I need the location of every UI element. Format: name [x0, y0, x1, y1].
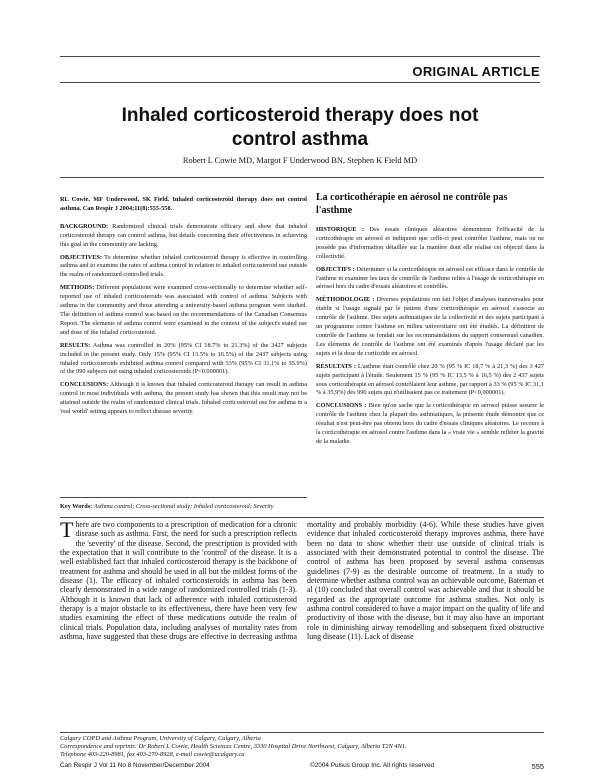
historique-label: HISTORIQUE : [316, 226, 364, 233]
results-label: RESULTS: [60, 341, 91, 349]
french-title: La corticothérapie en aérosol ne contrôle pas l'asthme [316, 192, 508, 216]
drop-cap: T [60, 517, 74, 542]
title-line-2: control asthma [231, 129, 369, 150]
historique-text: Des essais cliniques aléatoires démontrent l'efficacité de la corticothérapie en aérosol et indiquent que celle-ci peut contrôler l'asthme, mais on ne possède pas d'information détaillée sur la manière dont elle réalise cet objectif dans la collectivité. [316, 226, 545, 260]
footnote-rule [60, 732, 544, 733]
objectifs-label: OBJECTIFS : [316, 265, 355, 273]
abstract-french [316, 191, 544, 451]
abstract-english [60, 196, 307, 421]
abstract-fr-methodologie [316, 296, 544, 358]
abstract-objectives [60, 254, 307, 281]
methodologie-label: MÉTHODOLOGIE : [316, 296, 375, 304]
header-rule-bottom [60, 82, 540, 83]
abstract-results [60, 342, 307, 378]
methods-text: Different populations were examined cross-sectionally to determine whether self-reported use of inhaled corticosteroids was associated with control of asthma. Subjects with asthma in the community and those attending a university-based asthma program were studied. The definition of asthma control was based on the recommendations of the Canadian Consensus Report. The elements of asthma control were examined in the context of the subject's stated use and dose of the inhaled corticosteroid. [60, 284, 307, 336]
author-list: Robert L Cowie MD, Margot F Underwood BN, Stephen K Field MD [182, 156, 418, 165]
conclusions-text: Although it is known that inhaled corticosteroid therapy can result in asthma control in most individuals with asthma, the present study has shown that this result may not be attained outside the realm of randomized clinical trials. Inhaled corticosteroid use for asthma in a 'real world' setting appears to reflect disease severity. [60, 381, 307, 416]
article-title [60, 104, 540, 152]
methods-label: METHODS: [60, 284, 95, 292]
results-text: Asthma was controlled in 20% (95% CI 18.7% to 21.3%) of the 3427 subjects included in the present study. Only 15% (95% CI 13.5% to 16.5%) of the 2437 subjects using inhaled corticosteroids exhibited asthma control compared with 33% (95% CI 31.1% to 35.9%) of the 990 subjects not using inhaled corticosteroids (P<0.000001). [60, 341, 307, 376]
objectives-label: OBJECTIVES: [60, 253, 102, 261]
article-body [60, 517, 544, 752]
abstract-methods [60, 284, 307, 337]
affiliation: Calgary COPD and Asthma Program, University of Calgary, Calgary, Alberta [60, 735, 261, 742]
keywords-rule-top [60, 497, 307, 498]
conclusions-fr-text: Bien qu'on sache que la corticothérapie en aérosol puisse assurer le contrôle de l'asthme chez la plupart des asthmatiques, la présente étude démontre que ce résultat n'est peut-être pas obtenu hors du cadre d'essais cliniques aléatoires. Le recours à la corticothérapie en aérosol contre l'asthme dans la « vraie vie » semble refléter la gravité de la maladie. [316, 402, 545, 445]
resultats-label: RÉSULTATS : [316, 362, 356, 370]
article-type-label: ORIGINAL ARTICLE [412, 64, 540, 79]
background-label: BACKGROUND: [60, 222, 109, 230]
journal-citation: Can Respir J Vol 11 No 8 November/December 2004 [60, 762, 210, 769]
abstract-conclusions [60, 381, 307, 417]
abstract-background [60, 223, 307, 250]
footnote [60, 735, 540, 759]
header-rule-top [60, 56, 540, 57]
background-text: Randomized clinical trials demonstrate efficacy and show that inhaled corticosteroid therapy can control asthma, but details concerning their effectiveness in achieving this goal in the community are lacking. [60, 222, 308, 248]
abstract-fr-historique [316, 226, 544, 262]
keywords-label: Key Words: [60, 503, 93, 510]
abstract-fr-resultats [316, 363, 544, 399]
conclusions-fr-label: CONCLUSIONS : [316, 402, 367, 410]
keywords [60, 503, 307, 512]
abstract-fr-objectifs [316, 266, 544, 293]
methodologie-text: Diverses populations ont fait l'objet d'analyses transversales pour établir si l'usage signalé par le patient d'une corticothérapie en aérosol s'associe au contrôle de l'asthme. Des sujets asthmatiques de la collectivité et des sujets participant à un programme contre l'asthme en milieu universitaire ont été étudiés. La définition de contrôle de l'asthme se fondait sur les recommandations du rapport consensuel canadien. Les éléments de contrôle de l'asthme ont été examinés d'après l'usage déclaré par les sujets et la dose de corticoïde en aérosol. [316, 296, 544, 357]
authors-rule [60, 177, 544, 178]
objectives-text: To determine whether inhaled corticosteroid therapy is effective in controlling asthma and to examine the rates of asthma control in relation to inhaled corticosteroid use outside the realm of randomized controlled trials. [60, 253, 307, 279]
abstract-fr-conclusions [316, 402, 544, 447]
citation: RL Cowie, MF Underwood, SK Field. Inhaled corticosteroid therapy does not control asthma. Can Respir J 2004;11(8):555-558. [60, 196, 307, 212]
keywords-text: Asthma control; Cross-sectional study; Inhaled corticosteroid; Severity [93, 503, 274, 510]
body-rule [60, 517, 544, 518]
conclusions-label: CONCLUSIONS: [60, 381, 109, 389]
contact-info: Telephone 403-220-8981, fax 403-270-8928, e-mail cowie@ucalgary.ca [60, 751, 245, 758]
title-line-1: Inhaled corticosteroid therapy does not [121, 105, 479, 126]
page-number: 555 [531, 762, 544, 771]
correspondence: Correspondence and reprints: Dr Robert L Cowie, Health Sciences Centre, 3330 Hospital Drive Northwest, Calgary, Alberta T2N 4N1. [60, 743, 407, 750]
body-paragraph: here are two components to a prescription of medication for a chronic disease such as asthma. First, the need for such a prescription reflects the 'severity' of the disease. Second, the prescription is provided with the expectation that it will contribute to the 'control' of the disease. It is a well established fact that inhaled corticosteroid therapy is the backbone of treatment for asthma and should be used in all but the mildest forms of the disease (1). The efficacy of inhaled corticosteroids in asthma has been clearly demonstrated in a wide range of randomized controlled trials (1-3). Although it is known that lack of adherence with inhaled corticosteroid therapy is a major obstacle to its effectiveness, there have been very few studies examining the effect of these medications outside the realm of clinical trials. Population data, including analyses of mortality rates from asthma, have suggested that these drugs are effective in decreasing asthma mortality and probably morbidity (4-6). While these studies have given evidence that inhaled corticosteroid therapy improves asthma, there have been no data to show whether their use outside of clinical trials is associated with their demonstrated potential to control the disease. The control of asthma has been proposed by several asthma consensus guidelines (7-9) as the desirable outcome of treatment. In a study to determine whether asthma control was an achievable outcome, Bateman et al (10) concluded that overall control was achievable and that it should be regarded as the appropriate outcome for asthma studies. Not only is asthma control considered to have a major impact on the quality of life and productivity of those with the disease, but it may also have an important role in diminishing airway remodelling and subsequent fixed obstructive lung disease (11). Lack of disease [60, 520, 544, 642]
copyright-notice: ©2004 Pulsus Group Inc. All rights reserved [310, 762, 435, 769]
objectifs-text: Déterminer si la corticothérapie en aérosol est efficace dans le contrôle de l'asthme et examiner les taux de contrôle de l'asthme reliés à l'usage de corticothérapie en aérosol hors du cadre d'essais aléatoires et contrôlés. [316, 265, 544, 291]
resultats-text: L'asthme était contrôlé chez 20 % (95 % IC 18,7 % à 21,3 %) des 3 427 sujets participant à l'étude. Seulement 15 % (95 % IC 13,5 % à 16,5 %) des 2 437 sujets sous corticothérapie en aérosol contrôlaient leur asthme, par rapport à 33 % (95 % IC 31,1 % à 35,9%) des 990 sujets qui n'utilisaient pas ce traitement (P<0,000001). [316, 362, 544, 397]
